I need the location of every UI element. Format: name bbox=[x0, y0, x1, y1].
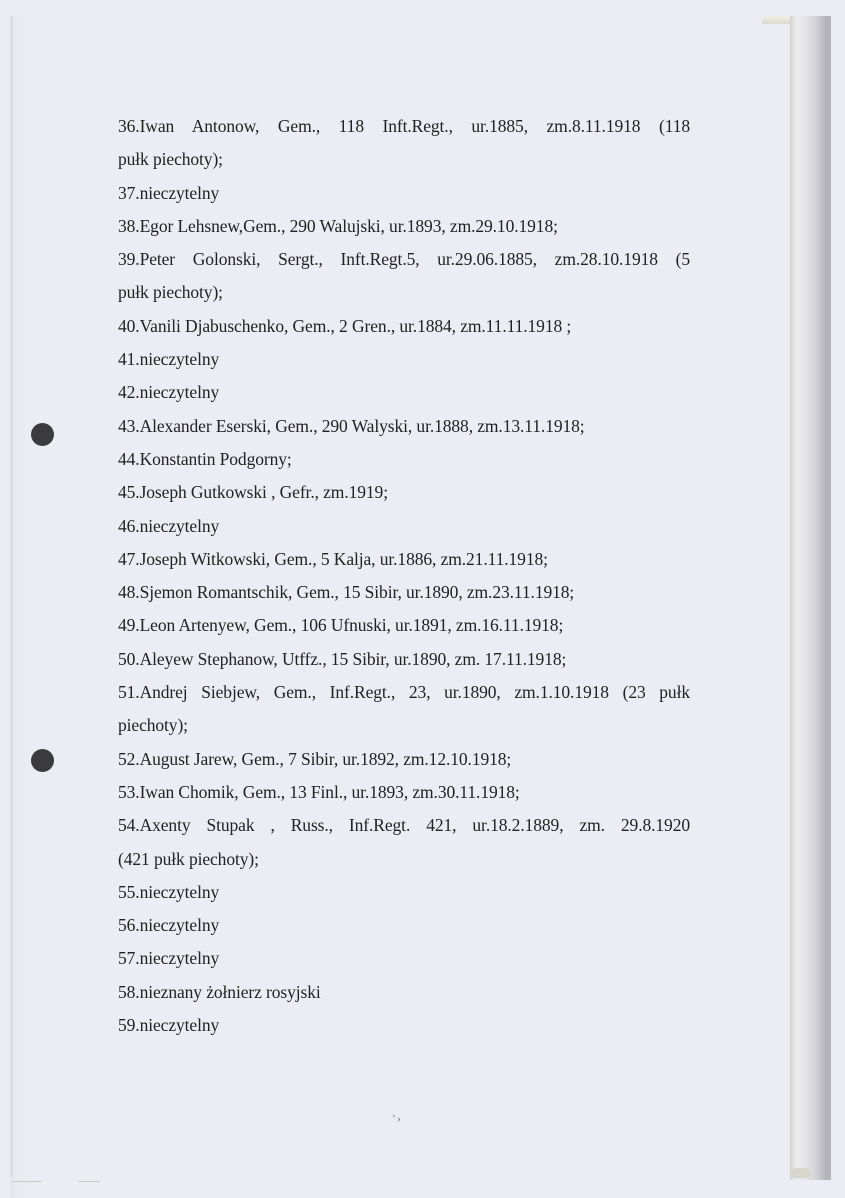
list-item-56: 56.nieczytelny bbox=[118, 915, 220, 936]
page-bottom-edge-mark bbox=[12, 1181, 42, 1182]
list-item-50: 50.Aleyew Stephanow, Utffz., 15 Sibir, ur.1890, zm. 17.11.1918; bbox=[118, 648, 567, 669]
list-item-48: 48.Sjemon Romantschik, Gem., 15 Sibir, ur.1890, zm.23.11.1918; bbox=[118, 582, 575, 603]
page-bottom-edge-mark bbox=[78, 1181, 100, 1182]
list-item-57: 57.nieczytelny bbox=[118, 948, 220, 969]
list-item-58: 58.nieznany żołnierz rosyjski bbox=[118, 981, 321, 1002]
list-item-36-line-1: 36.Iwan Antonow, Gem., 118 Inft.Regt., ur.1885, zm.8.11.1918 (118 bbox=[118, 116, 690, 136]
list-item-46: 46.nieczytelny bbox=[118, 515, 220, 536]
list-item-36-line-2: pułk piechoty); bbox=[118, 149, 223, 170]
list-item-40: 40.Vanili Djabuschenko, Gem., 2 Gren., ur.1884, zm.11.11.1918 ; bbox=[118, 315, 572, 336]
list-item-45: 45.Joseph Gutkowski , Gefr., zm.1919; bbox=[118, 482, 388, 503]
list-item-51-line-2: piechoty); bbox=[118, 715, 188, 736]
list-item-39-line-2: pułk piechoty); bbox=[118, 282, 223, 303]
list-item-49: 49.Leon Artenyew, Gem., 106 Ufnuski, ur.1891, zm.16.11.1918; bbox=[118, 615, 564, 636]
stray-ink-mark: ' › bbox=[393, 1114, 401, 1125]
list-item-44: 44.Konstantin Podgorny; bbox=[118, 448, 292, 469]
list-item-55: 55.nieczytelny bbox=[118, 881, 220, 902]
punch-hole-upper bbox=[31, 423, 54, 446]
list-item-54-line-1: 54.Axenty Stupak , Russ., Inf.Regt. 421, ur.18.2.1889, zm. 29.8.1920 bbox=[118, 815, 690, 836]
list-item-51-line-1: 51.Andrej Siebjew, Gem., Inf.Regt., 23, ur.1890, zm.1.10.1918 (23 pułk bbox=[118, 682, 690, 703]
binder-clip-bottom bbox=[792, 1168, 810, 1178]
list-item-53: 53.Iwan Chomik, Gem., 13 Finl., ur.1893, zm.30.11.1918; bbox=[118, 781, 520, 802]
list-item-59: 59.nieczytelny bbox=[118, 1015, 220, 1036]
list-item-43: 43.Alexander Eserski, Gem., 290 Walyski, ur.1888, zm.13.11.1918; bbox=[118, 415, 585, 436]
punch-hole-lower bbox=[31, 749, 54, 772]
list-item-38: 38.Egor Lehsnew,Gem., 290 Walujski, ur.1893, zm.29.10.1918; bbox=[118, 215, 558, 236]
binder-strip bbox=[790, 16, 829, 1180]
list-item-39-line-1: 39.Peter Golonski, Sergt., Inft.Regt.5, ur.29.06.1885, zm.28.10.1918 (5 bbox=[118, 249, 690, 270]
list-item-37: 37.nieczytelny bbox=[118, 182, 220, 203]
page-left-edge bbox=[10, 16, 13, 1176]
list-item-47: 47.Joseph Witkowski, Gem., 5 Kalja, ur.1886, zm.21.11.1918; bbox=[118, 548, 548, 569]
list-item-54-line-2: (421 pułk piechoty); bbox=[118, 848, 259, 869]
list-item-42: 42.nieczytelny bbox=[118, 382, 220, 403]
list-item-52: 52.August Jarew, Gem., 7 Sibir, ur.1892, zm.12.10.1918; bbox=[118, 748, 512, 769]
binder-shadow-edge bbox=[826, 16, 831, 1180]
list-item-41: 41.nieczytelny bbox=[118, 349, 220, 370]
burial-list bbox=[118, 110, 690, 1042]
